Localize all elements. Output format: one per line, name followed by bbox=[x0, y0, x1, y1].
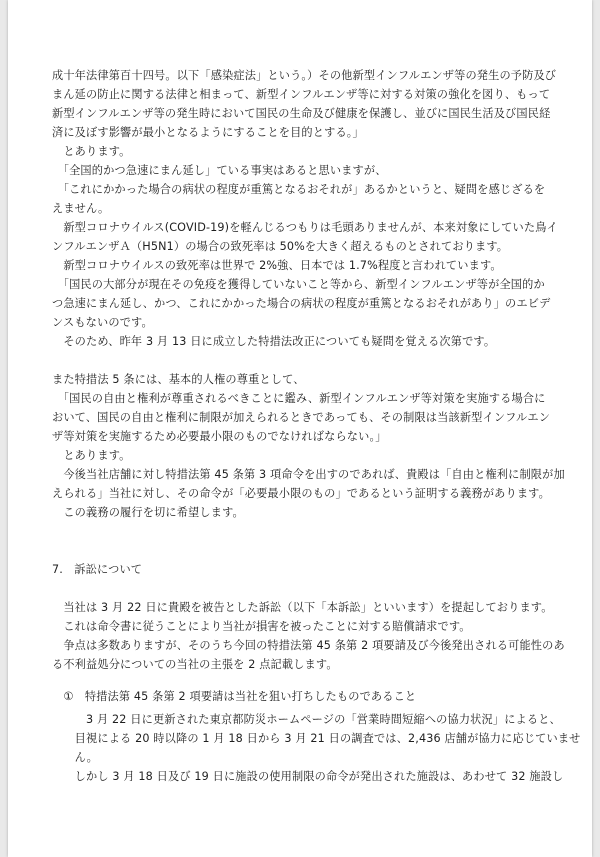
section-heading-lawsuit: 7. 訴訟について bbox=[52, 563, 143, 576]
text-line: 新型インフルエンザ等の発生時において国民の生命及び健康を保護し、並びに国民生活及び国民経 bbox=[52, 107, 551, 120]
paragraph-law-amendment-doubt: そのため、昨年 3 月 13 日に成立した特措法改正についても疑問を覚える次第です。 bbox=[52, 335, 496, 348]
paragraph-article5-intro: また特措法 5 条には、基本的人権の尊重として、 bbox=[52, 373, 305, 386]
paragraph-toarimasu: とあります。 bbox=[52, 145, 131, 158]
text-line: 新型コロナウイルス(COVID-19)を軽んじるつもりは毛頭ありませんが、本来対象にしていた鳥イ bbox=[52, 221, 558, 234]
text-line: えません。 bbox=[52, 202, 110, 215]
paragraph-damages-claim: これは命令書に従うことにより当社が損害を被ったことに対する賠償請求です。 bbox=[52, 620, 471, 633]
text-line: まん延の防止に関する法律と相まって、新型インフルエンザ等に対する対策の強化を図り、もって bbox=[52, 88, 551, 101]
text-line: えられる」当社に対し、その命令が「必要最小限のもの」であるという証明する義務があります。 bbox=[52, 487, 550, 500]
text-line: 成十年法律第百十四号。以下「感染症法」という。）その他新型インフルエンザ等の発生の予防及び bbox=[52, 69, 557, 82]
text-line: 「国民の自由と権利が尊重されるべきことに鑑み、新型インフルエンザ等対策を実施する場合に bbox=[52, 392, 546, 405]
text-line: 争点は多数ありますが、そのうち今回の特措法第 45 条第 2 項要請及び今後発出される可能性のあ bbox=[52, 639, 565, 652]
paragraph-toarimasu-2: とあります。 bbox=[52, 449, 131, 462]
text-line: 済に及ぼす影響が最小となるようにすることを目的とする。」 bbox=[52, 126, 364, 139]
text-line: おいて、国民の自由と権利に制限が加えられるときであっても、その制限は当該新型インフルエン bbox=[52, 411, 551, 424]
text-line: ん。 bbox=[52, 751, 99, 764]
text-line: 「国民の大部分が現在その免疫を獲得していないこと等から、新型インフルエンザ等が全国的か bbox=[52, 278, 545, 291]
paragraph-covid-mortality: 新型コロナウイルスの致死率は世界で 2%強、日本では 1.7%程度と言われています。 bbox=[52, 259, 502, 272]
paragraph-nationwide-spread: 「全国的かつ急速にまん延し」ている事実はあると思いますが、 bbox=[52, 164, 387, 177]
paragraph-usage-restriction-orders: しかし 3 月 18 日及び 19 日に施設の使用制限の命令が発出された施設は、あわせて 32 施設し bbox=[52, 770, 564, 783]
text-line: 今後当社店舗に対し特措法第 45 条第 3 項命令を出すのであれば、貴殿は「自由と権利に制限が加 bbox=[52, 468, 565, 481]
paragraph-request-fulfillment: この義務の履行を切に希望します。 bbox=[52, 506, 244, 519]
text-line: ンスもないのです。 bbox=[52, 316, 153, 329]
text-line: ザ等対策を実施するため必要最小限のものでなければならない。」 bbox=[52, 430, 387, 443]
text-line: 目視による 20 時以降の 1 月 18 日から 3 月 21 日の調査では、2,436 店舗が協力に応じていませ bbox=[52, 732, 581, 745]
text-line: つ急速にまん延し、かつ、これにかかった場合の病状の程度が重篤となるおそれがあり」のエビデ bbox=[52, 297, 551, 310]
text-line: ンフルエンザＡ（H5N1）の場合の致死率は 50%を大きく超えるものとされております。 bbox=[52, 240, 509, 253]
document-page bbox=[8, 0, 592, 857]
subsection-heading-targeted-request: ① 特措法第 45 条第 2 項要請は当社を狙い打ちしたものであること bbox=[52, 690, 417, 703]
paragraph-lawsuit-filed: 当社は 3 月 22 日に貴殿を被告とした訴訟（以下「本訴訟」といいます）を提起しております。 bbox=[52, 601, 553, 614]
text-line: る不利益処分についての当社の主張を 2 点記載します。 bbox=[52, 658, 338, 671]
text-line: 「これにかかった場合の病状の程度が重篤となるおそれが」あるかというと、疑問を感じざるを bbox=[52, 183, 546, 196]
text-line: 3 月 22 日に更新された東京都防災ホームページの「営業時間短縮への協力状況」によると、 bbox=[52, 713, 561, 726]
